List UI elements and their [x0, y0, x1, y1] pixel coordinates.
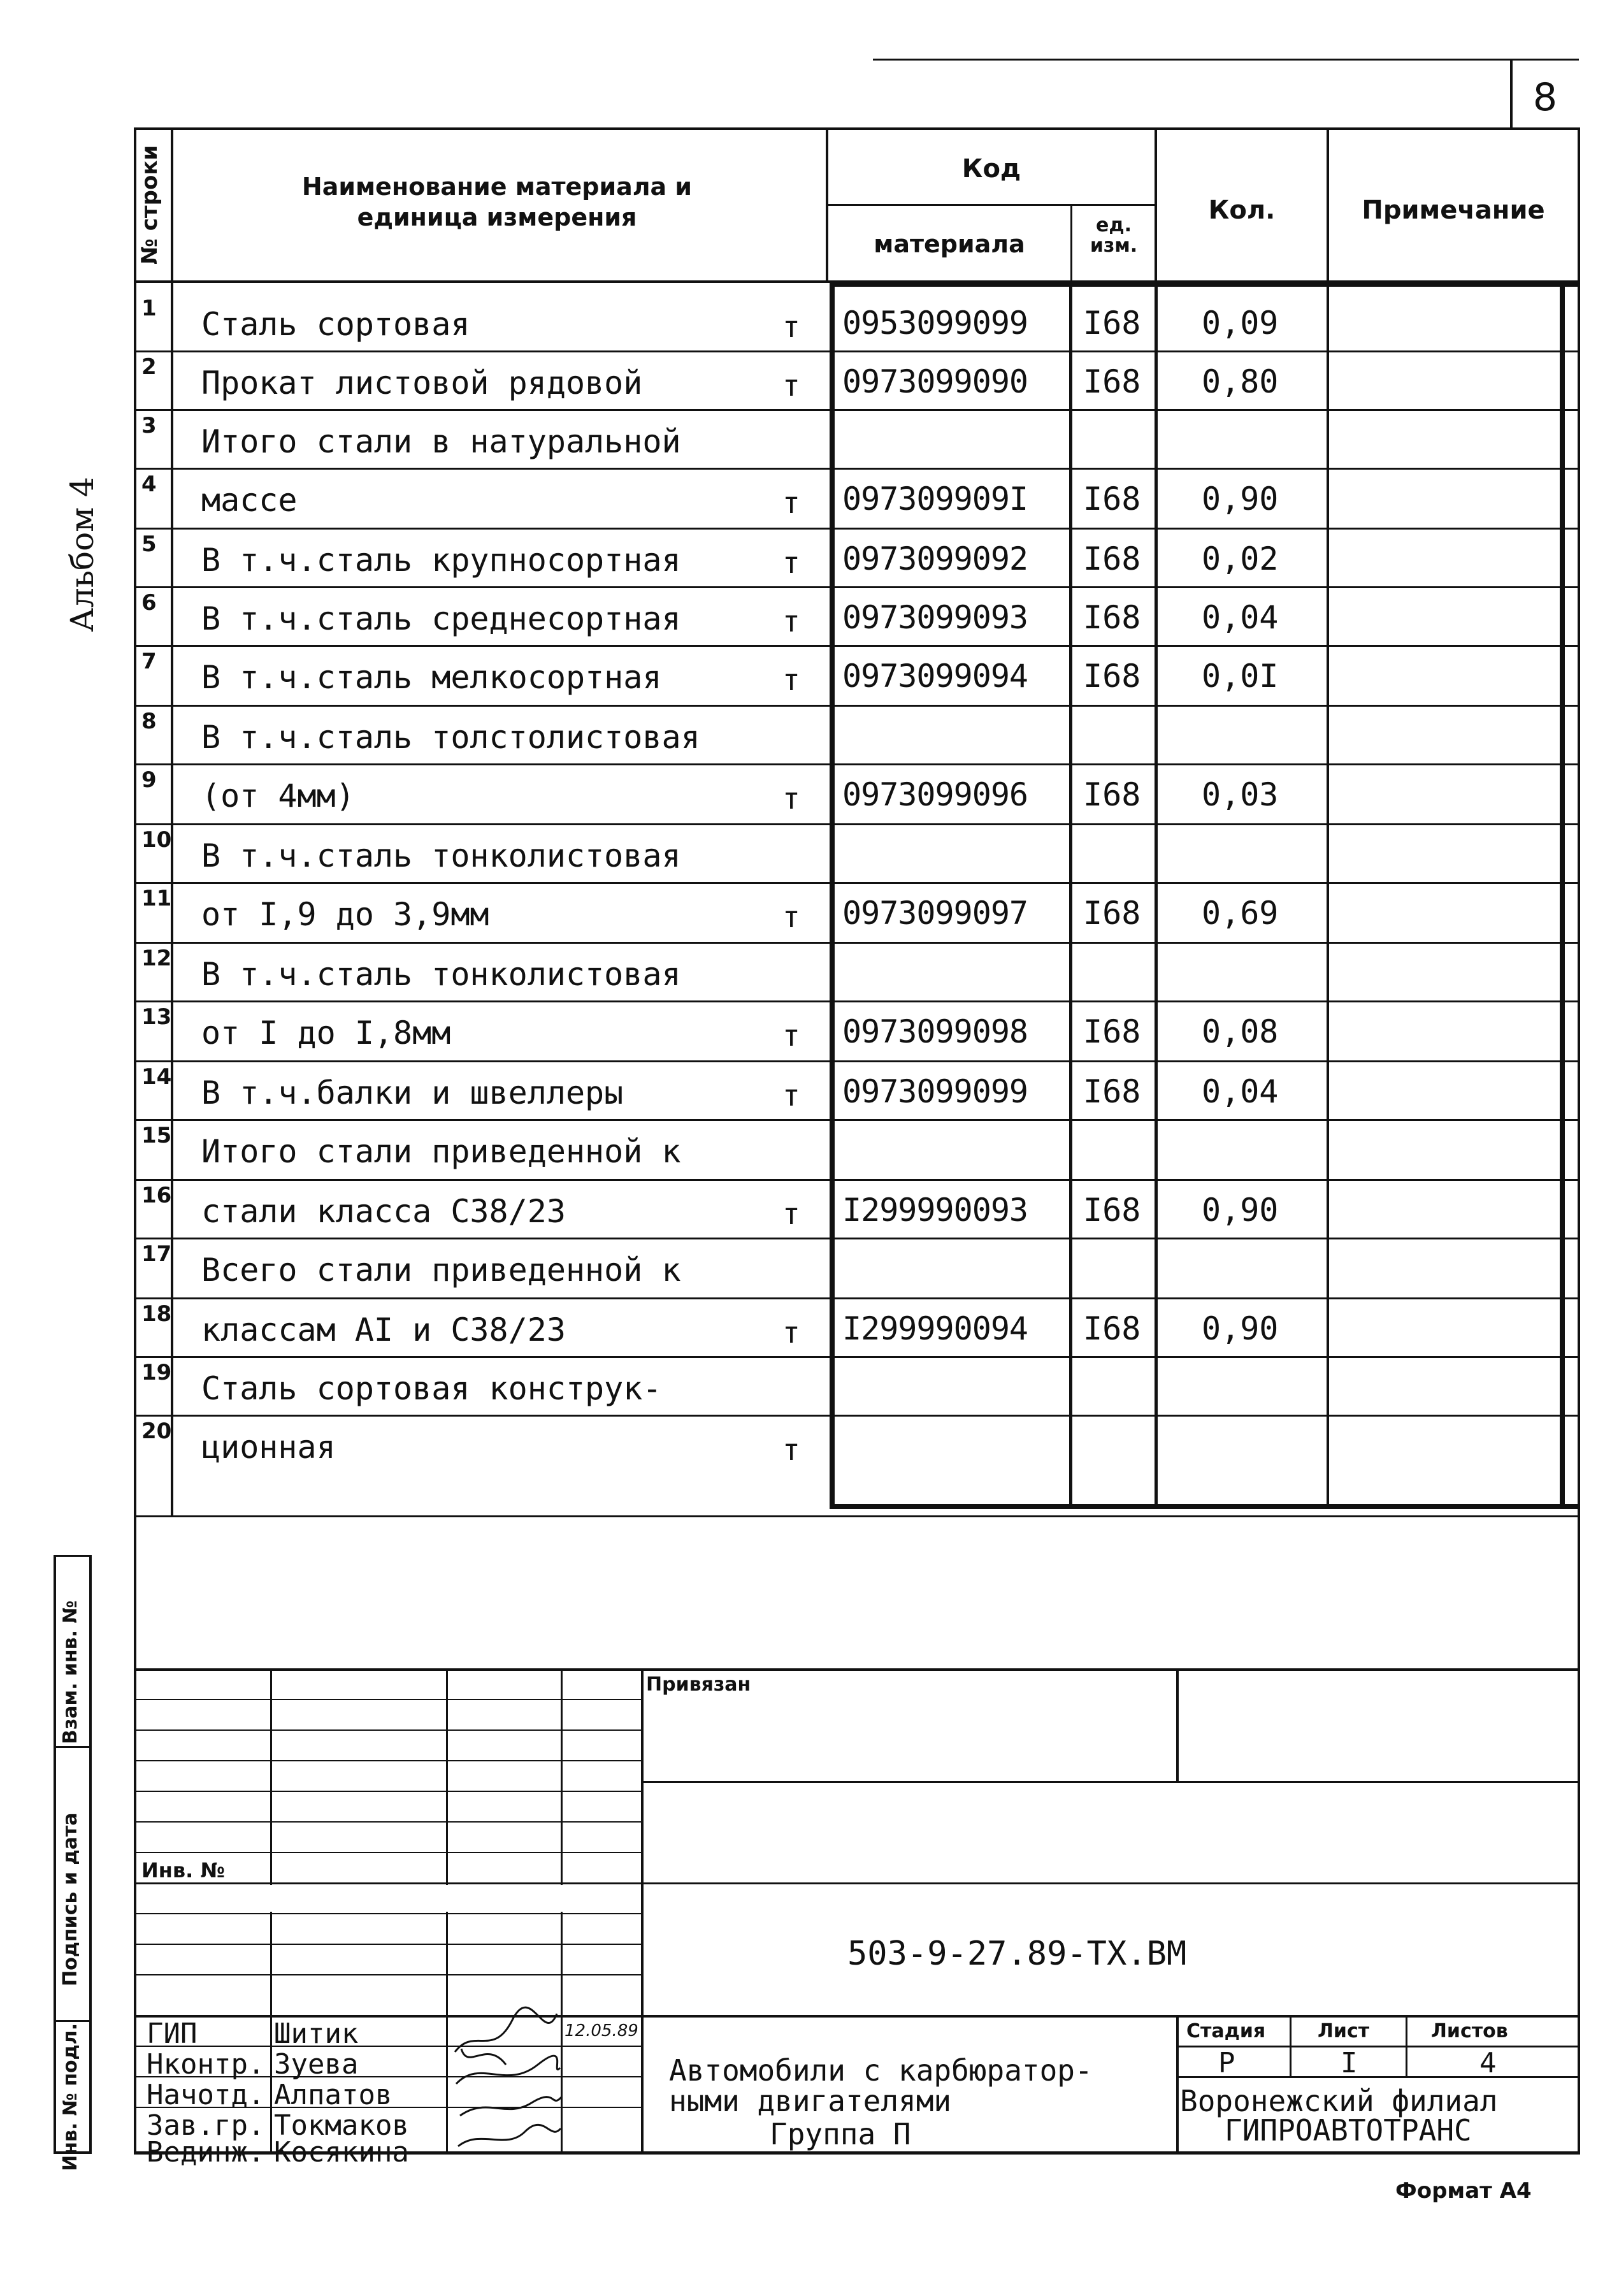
quantity: 0,90	[1202, 480, 1279, 517]
unit-code: I68	[1083, 480, 1141, 517]
org-line-1: Воронежский филиал	[1180, 2084, 1498, 2118]
material-unit: т	[782, 1315, 800, 1350]
material-name: В т.ч.сталь мелкосортная	[201, 659, 662, 696]
unit-code: I68	[1083, 1192, 1141, 1229]
material-name: Сталь сортовая конструк-	[201, 1370, 662, 1407]
material-code: 097309909I	[842, 480, 1028, 517]
material-unit: т	[782, 663, 800, 697]
signature-date: 12.05.89	[565, 2021, 638, 2040]
material-name: (от 4мм)	[201, 777, 355, 814]
name-header: Наименование материала и единица измерения	[301, 173, 693, 231]
signature-role: ГИП	[147, 2018, 198, 2050]
unit-code: I68	[1083, 776, 1141, 813]
signature-role: Начотд.	[147, 2079, 265, 2111]
title-line-3: Группа П	[770, 2117, 911, 2151]
code-material-header: материала	[874, 230, 1025, 258]
row-number: 4	[141, 472, 157, 497]
quantity: 0,0I	[1202, 658, 1279, 695]
page-number: 8	[1532, 75, 1558, 120]
row-number: 5	[141, 531, 157, 557]
material-unit: т	[782, 1078, 800, 1113]
material-unit: т	[782, 310, 800, 344]
stage-value: Р	[1218, 2047, 1235, 2079]
material-name: В т.ч.сталь толстолистовая	[201, 719, 700, 756]
material-name: ционная	[201, 1429, 336, 1466]
unit-code: I68	[1083, 1073, 1141, 1110]
quantity: 0,08	[1202, 1013, 1279, 1050]
material-name: В т.ч.сталь среднесортная	[201, 600, 681, 637]
material-code: 0973099096	[842, 776, 1028, 813]
podpis-data-label: Подпись и дата	[59, 1812, 82, 1986]
row-number: 6	[141, 590, 157, 616]
material-name: В т.ч.балки и швеллеры	[201, 1074, 624, 1111]
material-name: В т.ч.сталь тонколистовая	[201, 956, 681, 993]
material-unit: т	[782, 604, 800, 639]
row-number: 11	[141, 886, 172, 911]
inv-podl-label: Инв. № подл.	[59, 2023, 82, 2171]
material-code: 0973099092	[842, 540, 1028, 577]
row-number: 7	[141, 649, 157, 674]
inv-no-label: Инв. №	[141, 1858, 225, 1882]
material-unit: т	[782, 900, 800, 934]
row-number: 9	[141, 767, 157, 793]
material-unit: т	[782, 1197, 800, 1231]
material-name: от I,9 до 3,9мм	[201, 896, 489, 933]
material-code: 0973099097	[842, 895, 1028, 932]
row-number: 19	[141, 1360, 172, 1385]
row-number: 14	[141, 1064, 172, 1090]
code-unit-header: ед. изм.	[1090, 214, 1138, 257]
unit-code: I68	[1083, 1013, 1141, 1050]
material-unit: т	[782, 1433, 800, 1467]
signature-name: Алпатов	[274, 2079, 392, 2111]
material-code: 0973099090	[842, 363, 1028, 400]
sheet-value: I	[1341, 2047, 1358, 2079]
note-header: Примечание	[1362, 196, 1545, 225]
signature-role: Вединж.	[147, 2136, 265, 2169]
row-number: 15	[141, 1123, 172, 1148]
signature-name: Зуева	[274, 2048, 359, 2081]
row-number-header: № строки	[137, 145, 162, 264]
quantity: 0,04	[1202, 599, 1279, 636]
material-code: I299990093	[842, 1192, 1028, 1229]
material-name: Прокат листовой рядовой	[201, 365, 643, 401]
material-name: от I до I,8мм	[201, 1014, 451, 1051]
material-code: 0953099099	[842, 305, 1028, 342]
material-name: Итого стали в натуральной	[201, 423, 681, 460]
material-code: 0973099099	[842, 1073, 1028, 1110]
material-unit: т	[782, 368, 800, 403]
row-number: 2	[141, 354, 157, 380]
unit-code: I68	[1083, 895, 1141, 932]
material-name: Сталь сортовая	[201, 306, 470, 343]
row-number: 13	[141, 1004, 172, 1030]
material-unit: т	[782, 486, 800, 520]
privyazan-label: Привязан	[646, 1673, 751, 1696]
org-line-2: ГИПРОАВТОТРАНС	[1225, 2113, 1472, 2148]
material-unit: т	[782, 1018, 800, 1053]
signature-name: Токмаков	[274, 2109, 409, 2142]
code-header: Код	[961, 154, 1021, 184]
row-number: 3	[141, 413, 157, 438]
row-number: 20	[141, 1419, 172, 1444]
document-code: 503-9-27.89-ТХ.ВМ	[847, 1935, 1187, 1973]
row-number: 8	[141, 709, 157, 734]
quantity: 0,69	[1202, 895, 1279, 932]
vzam-inv-label: Взам. инв. №	[59, 1600, 82, 1744]
sheets-value: 4	[1479, 2047, 1497, 2079]
signature-name: Косякина	[274, 2136, 409, 2169]
material-unit: т	[782, 781, 800, 816]
material-name: массе	[201, 482, 298, 519]
sheets-label: Листов	[1431, 2020, 1508, 2042]
row-number: 10	[141, 827, 172, 853]
quantity: 0,80	[1202, 363, 1279, 400]
row-number: 1	[141, 296, 157, 321]
stage-label: Стадия	[1186, 2020, 1266, 2042]
signature-scribbles	[449, 1988, 563, 2154]
quantity: 0,90	[1202, 1310, 1279, 1347]
signature-role: Нконтр.	[147, 2048, 265, 2081]
signature-role: Зав.гр.	[147, 2109, 265, 2142]
unit-code: I68	[1083, 540, 1141, 577]
album-label: Альбом 4	[64, 477, 101, 632]
row-number: 12	[141, 946, 172, 971]
row-number: 17	[141, 1241, 172, 1267]
row-number: 16	[141, 1183, 172, 1208]
material-name: стали класса С38/23	[201, 1193, 566, 1230]
material-name: В т.ч.сталь крупносортная	[201, 542, 681, 579]
quantity: 0,04	[1202, 1073, 1279, 1110]
quantity: 0,03	[1202, 776, 1279, 813]
material-code: 0973099098	[842, 1013, 1028, 1050]
row-number: 18	[141, 1301, 172, 1327]
format-label: Формат А4	[1395, 2178, 1532, 2204]
material-code: 0973099094	[842, 658, 1028, 695]
unit-code: I68	[1083, 1310, 1141, 1347]
signature-name: Шитик	[274, 2018, 359, 2050]
qty-header: Кол.	[1208, 196, 1276, 225]
material-name: Итого стали приведенной к	[201, 1133, 681, 1170]
material-name: В т.ч.сталь тонколистовая	[201, 837, 681, 874]
unit-code: I68	[1083, 363, 1141, 400]
title-line-1: Автомобили с карбюратор-	[669, 2053, 1093, 2088]
title-line-2: ными двигателями	[669, 2084, 952, 2118]
material-code: I299990094	[842, 1310, 1028, 1347]
sheet-label: Лист	[1318, 2020, 1370, 2042]
unit-code: I68	[1083, 658, 1141, 695]
unit-code: I68	[1083, 599, 1141, 636]
material-unit: т	[782, 545, 800, 580]
material-name: Всего стали приведенной к	[201, 1252, 681, 1289]
quantity: 0,09	[1202, 305, 1279, 342]
material-code: 0973099093	[842, 599, 1028, 636]
material-name: классам АI и С38/23	[201, 1311, 566, 1348]
unit-code: I68	[1083, 305, 1141, 342]
quantity: 0,90	[1202, 1192, 1279, 1229]
quantity: 0,02	[1202, 540, 1279, 577]
